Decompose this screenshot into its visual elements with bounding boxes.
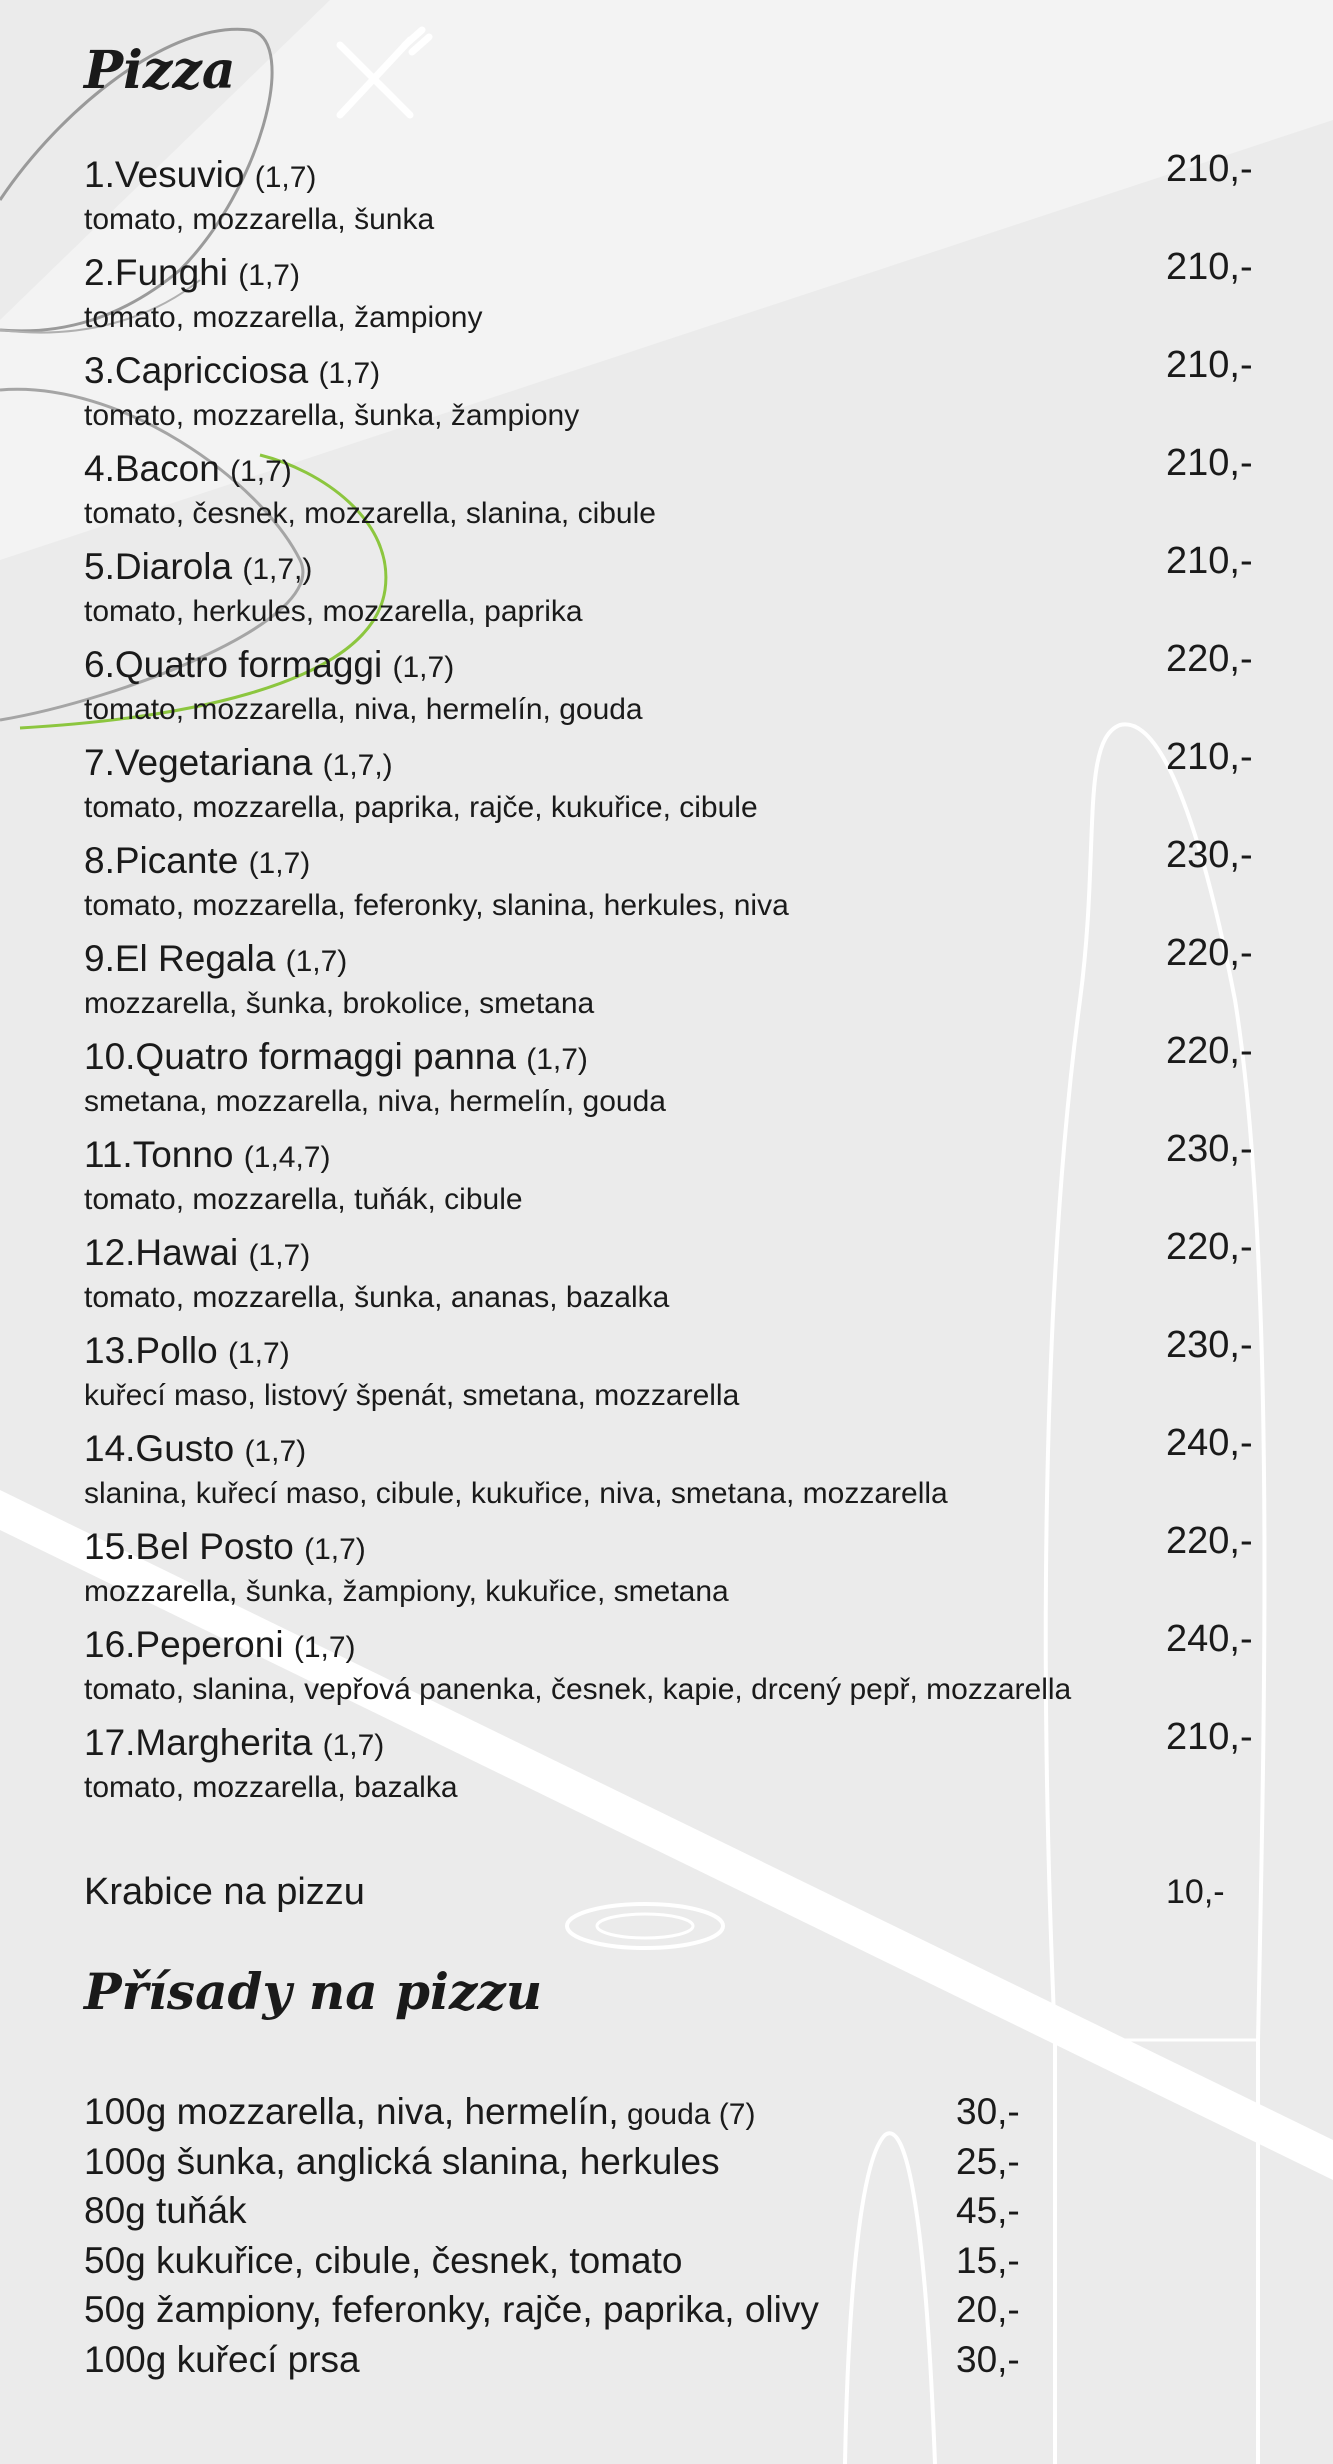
pizza-name-text: 13.Pollo: [84, 1330, 218, 1371]
pizza-name: [84, 1130, 331, 1183]
allergens: (1,7): [322, 1729, 385, 1762]
pizza-item-17: [0, 1718, 1333, 1816]
price: 210,-: [1166, 344, 1253, 386]
price: 220,-: [1166, 1226, 1253, 1268]
topping-price: 25,-: [956, 2140, 1020, 2182]
topping-price: 45,-: [956, 2190, 1020, 2231]
topping-label-text: 100g kuřecí prsa: [84, 2338, 360, 2380]
allergens: (1,7): [392, 651, 455, 684]
topping-label-text: 100g šunka, anglická slanina, herkules: [84, 2140, 720, 2182]
pizza-item-1: [0, 150, 1333, 248]
pizza-box-label: Krabice na pizzu: [84, 1871, 365, 1913]
allergens: (1,7): [304, 1533, 366, 1566]
ingredients: mozzarella, šunka, brokolice, smetana: [84, 987, 595, 1020]
allergens: (1,7): [285, 945, 348, 978]
ingredients: tomato, mozzarella, feferonky, slanina, herkules, niva: [84, 889, 789, 922]
price: 210,-: [1166, 246, 1253, 288]
pizza-name-text: 17.Margherita: [84, 1722, 313, 1763]
allergens: (1,4,7): [243, 1141, 331, 1174]
allergens: (1,7): [254, 161, 317, 194]
pizza-name-text: 7.Vegetariana: [84, 742, 313, 783]
topping-row-5: [0, 2285, 1333, 2335]
price: 240,-: [1166, 1618, 1253, 1660]
price: 220,-: [1166, 1030, 1253, 1072]
pizza-name-text: 11.Tonno: [84, 1134, 234, 1175]
pizza-item-14: [0, 1424, 1333, 1522]
pizza-item-5: [0, 542, 1333, 640]
topping-label-text: 50g žampiony, feferonky, rajče, paprika, olivy: [84, 2289, 819, 2330]
pizza-item-12: [0, 1228, 1333, 1326]
pizza-name: [84, 1326, 290, 1379]
ingredients: mozzarella, šunka, žampiony, kukuřice, smetana: [84, 1575, 729, 1608]
allergens: (1,7): [230, 455, 292, 488]
ingredients: slanina, kuřecí maso, cibule, kukuřice, niva, smetana, mozzarella: [84, 1477, 948, 1510]
pizza-name: [84, 542, 312, 595]
ingredients: tomato, mozzarella, paprika, rajče, kukuřice, cibule: [84, 791, 758, 824]
allergens: (1,7): [228, 1337, 290, 1370]
price: 210,-: [1166, 442, 1253, 484]
price: 220,-: [1166, 1520, 1253, 1562]
price: 220,-: [1166, 638, 1253, 680]
ingredients: tomato, slanina, vepřová panenka, česnek, kapie, drcený pepř, mozzarella: [84, 1673, 1072, 1706]
ingredients: tomato, mozzarella, žampiony: [84, 301, 483, 334]
ingredients: smetana, mozzarella, niva, hermelín, gouda: [84, 1085, 666, 1118]
pizza-name: [84, 444, 292, 497]
topping-row-3: [0, 2186, 1333, 2236]
topping-row-1: [0, 2087, 1333, 2137]
price: 240,-: [1166, 1422, 1253, 1464]
price: 230,-: [1166, 1324, 1253, 1366]
allergens: (1,7): [238, 259, 300, 292]
pizza-item-11: [0, 1130, 1333, 1228]
pizza-box-price: 10,-: [1166, 1873, 1225, 1911]
pizza-name: [84, 150, 316, 203]
topping-row-6: [0, 2335, 1333, 2385]
price: 230,-: [1166, 1128, 1253, 1170]
topping-price: 30,-: [956, 2091, 1020, 2132]
topping-label: [84, 2186, 247, 2235]
pizza-item-2: [0, 248, 1333, 346]
allergens: (1,7): [526, 1043, 588, 1076]
pizza-item-3: [0, 346, 1333, 444]
ingredients: tomato, mozzarella, šunka, žampiony: [84, 399, 580, 432]
pizza-name: [84, 1620, 356, 1673]
pizza-item-16: [0, 1620, 1333, 1718]
pizza-name: [84, 934, 347, 987]
pizza-name-text: 1.Vesuvio: [84, 154, 245, 195]
ingredients: tomato, mozzarella, šunka, ananas, bazalka: [84, 1281, 670, 1314]
pizza-name: [84, 346, 380, 399]
pizza-name: [84, 640, 454, 693]
topping-label: [84, 2236, 683, 2285]
pizza-name-text: 14.Gusto: [84, 1428, 235, 1469]
allergens: (1,7): [244, 1435, 307, 1468]
pizza-item-8: [0, 836, 1333, 934]
pizza-item-13: [0, 1326, 1333, 1424]
price: 210,-: [1166, 148, 1253, 190]
pizza-section-title: Pizza: [84, 40, 236, 101]
pizza-name-text: 10.Quatro formaggi panna: [84, 1036, 516, 1077]
pizza-box-row: [0, 1862, 1333, 1922]
ingredients: tomato, mozzarella, bazalka: [84, 1771, 458, 1804]
pizza-name-text: 12.Hawai: [84, 1232, 239, 1273]
ingredients: kuřecí maso, listový špenát, smetana, mozzarella: [84, 1379, 740, 1412]
pizza-name: [84, 248, 300, 301]
topping-label: [84, 2087, 755, 2139]
price: 210,-: [1166, 1716, 1253, 1758]
toppings-section-title: Přísady na pizzu: [84, 1962, 543, 2021]
pizza-item-4: [0, 444, 1333, 542]
pizza-item-9: [0, 934, 1333, 1032]
toppings-list: [0, 2087, 1333, 2384]
topping-label-text: 100g mozzarella, niva, hermelín,: [84, 2091, 619, 2132]
pizza-name: [84, 1522, 366, 1575]
pizza-name-text: 8.Picante: [84, 840, 239, 881]
price: 210,-: [1166, 736, 1253, 778]
pizza-item-6: [0, 640, 1333, 738]
allergens: (1,7): [248, 847, 311, 880]
topping-note: gouda (7): [618, 2098, 756, 2131]
ingredients: tomato, mozzarella, niva, hermelín, gouda: [84, 693, 643, 726]
pizza-name: [84, 1424, 306, 1477]
allergens: (1,7,): [242, 553, 313, 586]
pizza-name-text: 3.Capricciosa: [84, 350, 309, 391]
pizza-name: [84, 1032, 588, 1085]
pizza-name-text: 4.Bacon: [84, 448, 220, 489]
pizza-name: [84, 1718, 384, 1771]
topping-price: 15,-: [956, 2239, 1020, 2281]
allergens: (1,7): [248, 1239, 311, 1272]
pizza-name-text: 16.Peperoni: [84, 1624, 284, 1665]
allergens: (1,7): [293, 1631, 356, 1664]
pizza-name: [84, 836, 310, 889]
price: 210,-: [1166, 540, 1253, 582]
ingredients: tomato, česnek, mozzarella, slanina, cibule: [84, 497, 656, 530]
pizza-list: [0, 150, 1333, 1816]
pizza-name: [84, 738, 393, 791]
allergens: (1,7): [318, 357, 381, 390]
topping-row-4: [0, 2236, 1333, 2286]
topping-label-text: 50g kukuřice, cibule, česnek, tomato: [84, 2239, 683, 2281]
allergens: (1,7,): [322, 749, 393, 782]
pizza-name-text: 5.Diarola: [84, 546, 233, 587]
pizza-name: [84, 1228, 310, 1281]
pizza-name-text: 6.Quatro formaggi: [84, 644, 383, 685]
pizza-name-text: 15.Bel Posto: [84, 1526, 294, 1567]
topping-price: 30,-: [956, 2338, 1020, 2380]
topping-label-text: 80g tuňák: [84, 2190, 247, 2231]
pizza-name-text: 9.El Regala: [84, 938, 276, 979]
topping-label: [84, 2137, 720, 2186]
pizza-item-7: [0, 738, 1333, 836]
price: 230,-: [1166, 834, 1253, 876]
ingredients: tomato, mozzarella, tuňák, cibule: [84, 1183, 523, 1216]
pizza-item-10: [0, 1032, 1333, 1130]
topping-row-2: [0, 2137, 1333, 2187]
topping-label: [84, 2285, 819, 2334]
pizza-item-15: [0, 1522, 1333, 1620]
topping-price: 20,-: [956, 2289, 1020, 2330]
price: 220,-: [1166, 932, 1253, 974]
topping-label: [84, 2335, 360, 2384]
pizza-name-text: 2.Funghi: [84, 252, 228, 293]
ingredients: tomato, mozzarella, šunka: [84, 203, 435, 236]
ingredients: tomato, herkules, mozzarella, paprika: [84, 595, 583, 628]
